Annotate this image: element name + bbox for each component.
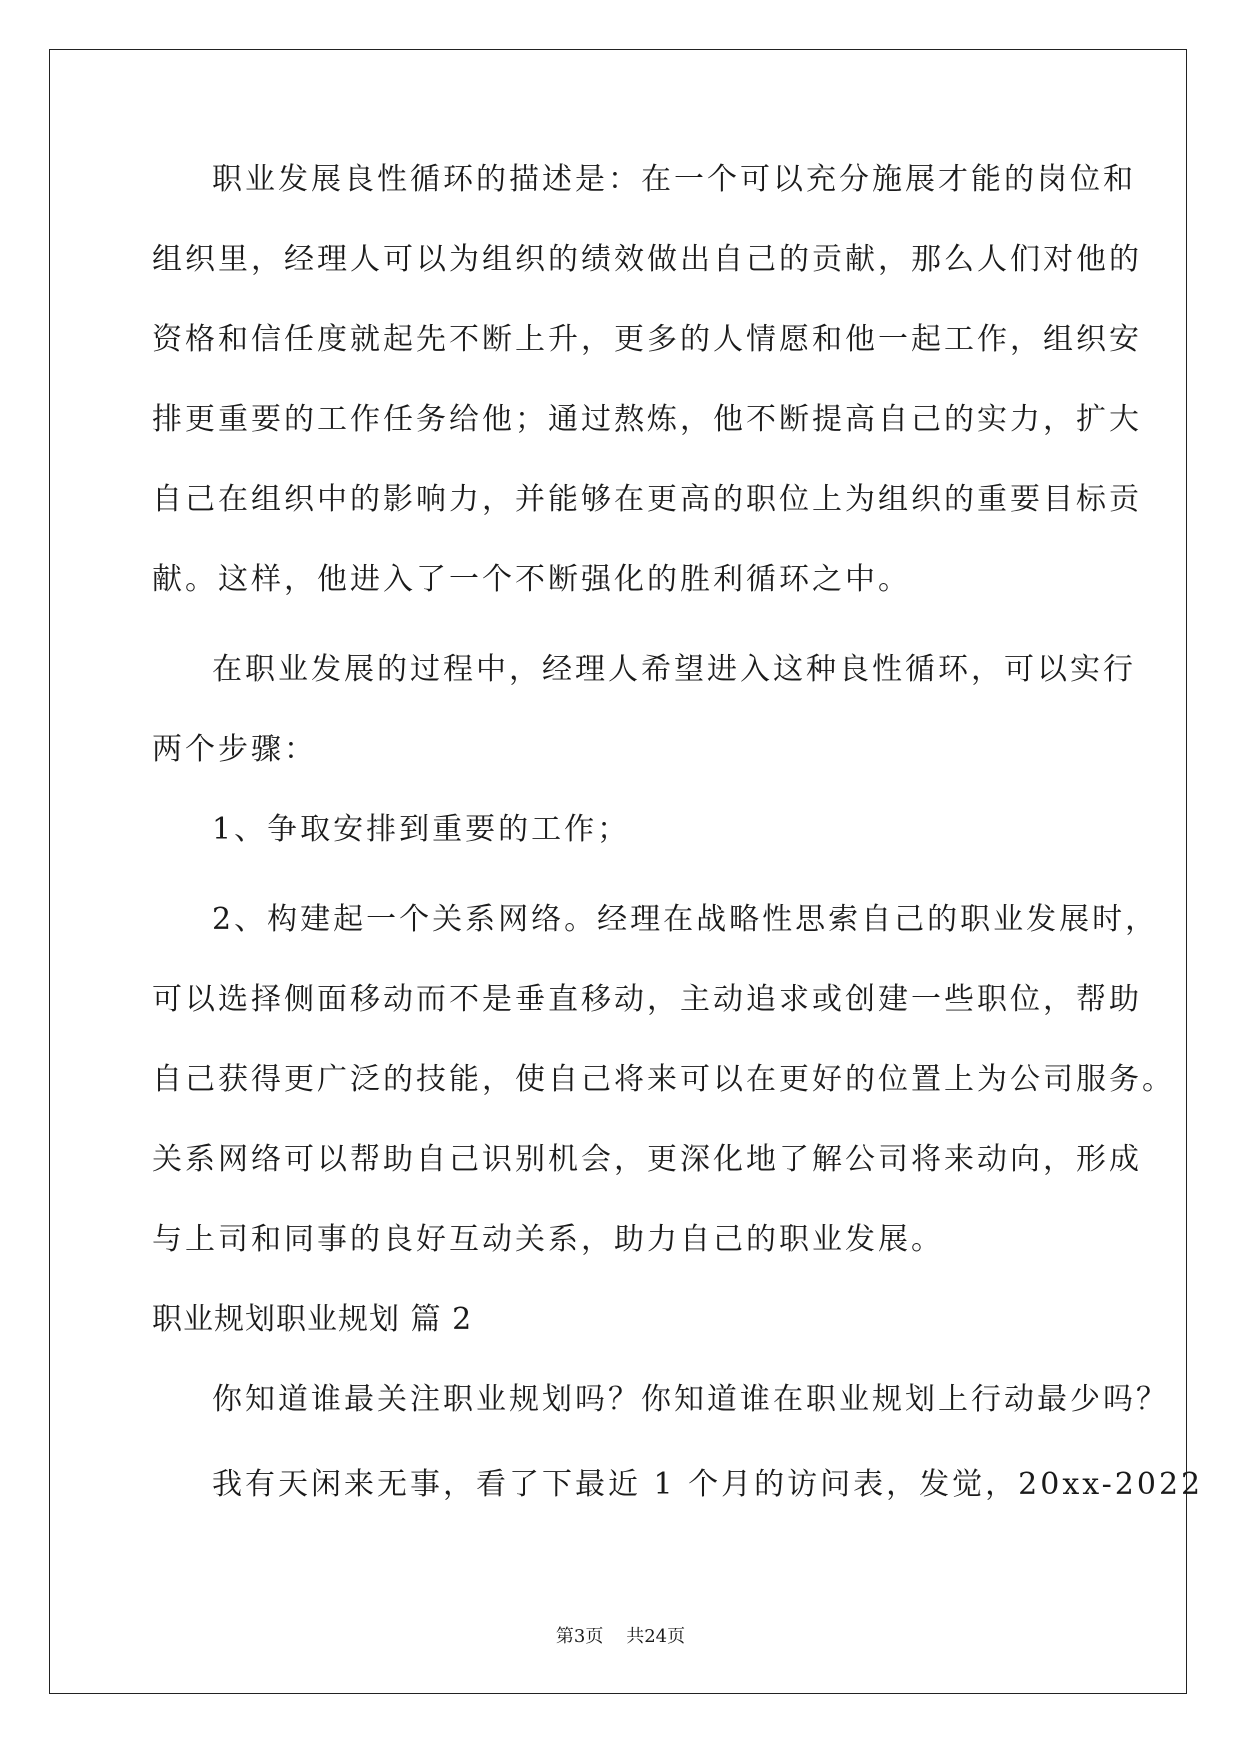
paragraph-1-line-2: 组织里，经理人可以为组织的绩效做出自己的贡献，那么人们对他的 bbox=[152, 242, 1142, 277]
paragraph-4-line-2: 可以选择侧面移动而不是垂直移动，主动追求或创建一些职位，帮助 bbox=[152, 982, 1142, 1017]
paragraph-4-line-3: 自己获得更广泛的技能，使自己将来可以在更好的位置上为公司服务。 bbox=[152, 1062, 1175, 1097]
paragraph-6-line-1: 我有天闲来无事，看了下最近 1 个月的访问表，发觉，20xx-2022 bbox=[212, 1467, 1204, 1502]
paragraph-2-line-2: 两个步骤： bbox=[152, 732, 317, 767]
total-label-prefix: 共 bbox=[626, 1626, 645, 1647]
paragraph-2-line-1: 在职业发展的过程中，经理人希望进入这种良性循环，可以实行 bbox=[212, 652, 1136, 687]
page-label-prefix: 第 bbox=[555, 1626, 574, 1647]
total-pages-number: 24 bbox=[644, 1626, 668, 1647]
paragraph-1-line-6: 献。这样，他进入了一个不断强化的胜利循环之中。 bbox=[152, 562, 911, 597]
paragraph-4-line-5: 与上司和同事的良好互动关系，助力自己的职业发展。 bbox=[152, 1222, 944, 1257]
page-border bbox=[49, 49, 1187, 1694]
paragraph-1-line-1: 职业发展良性循环的描述是：在一个可以充分施展才能的岗位和 bbox=[212, 162, 1136, 197]
page-footer bbox=[0, 1625, 1241, 1649]
paragraph-3-line-1: 1、争取安排到重要的工作； bbox=[212, 812, 631, 847]
paragraph-1-line-4: 排更重要的工作任务给他；通过熬炼，他不断提高自己的实力，扩大 bbox=[152, 402, 1142, 437]
current-page-number: 3 bbox=[573, 1626, 586, 1647]
paragraph-4-line-1: 2、构建起一个关系网络。经理在战略性思索自己的职业发展时， bbox=[212, 902, 1159, 937]
paragraph-1-line-5: 自己在组织中的影响力，并能够在更高的职位上为组织的重要目标贡 bbox=[152, 482, 1142, 517]
paragraph-1-line-3: 资格和信任度就起先不断上升，更多的人情愿和他一起工作，组织安 bbox=[152, 322, 1142, 357]
paragraph-5-line-1: 你知道谁最关注职业规划吗？你知道谁在职业规划上行动最少吗？ bbox=[212, 1382, 1169, 1417]
total-label-suffix: 页 bbox=[667, 1626, 686, 1647]
section-heading: 职业规划职业规划 篇 2 bbox=[152, 1302, 473, 1337]
page-label-suffix: 页 bbox=[585, 1626, 604, 1647]
paragraph-4-line-4: 关系网络可以帮助自己识别机会，更深化地了解公司将来动向，形成 bbox=[152, 1142, 1142, 1177]
